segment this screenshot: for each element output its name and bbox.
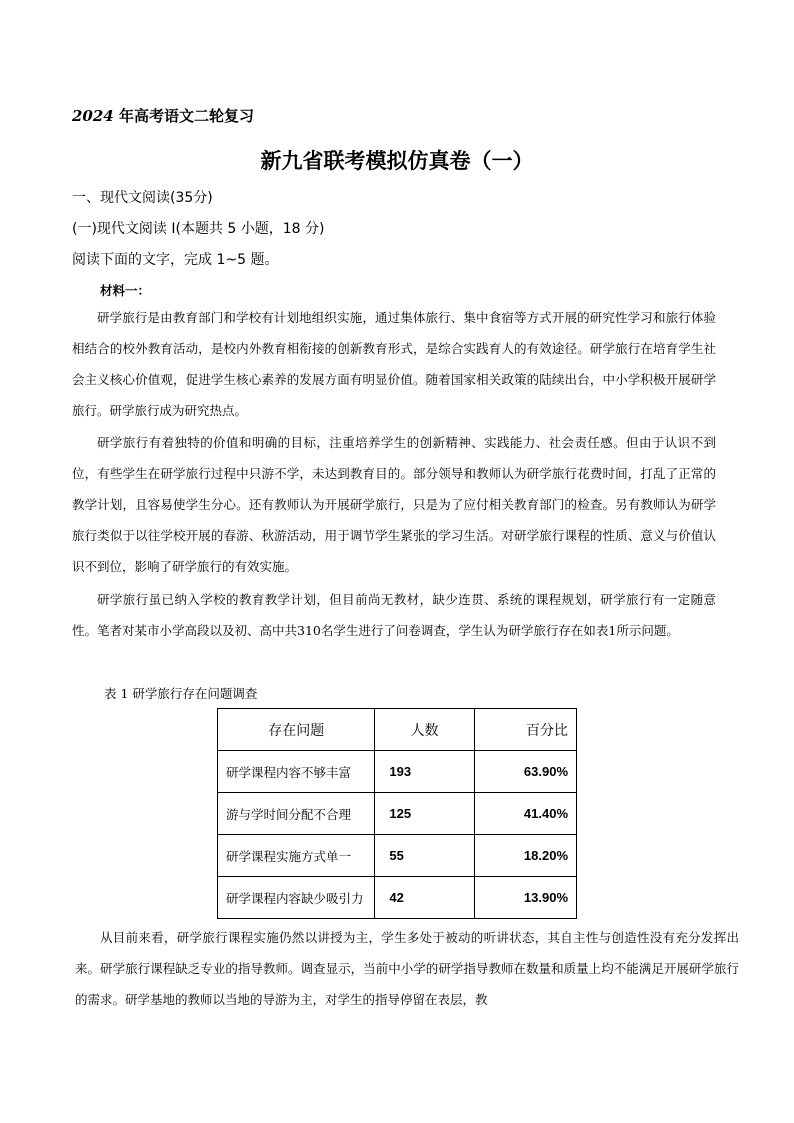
count-cell: 193: [375, 751, 474, 793]
series-tag: [72, 105, 254, 126]
count-cell: 55: [375, 835, 474, 877]
table-row: [218, 877, 577, 919]
header-cell-problem: 存在问题: [218, 709, 375, 751]
section-heading: 一、现代文阅读(35分): [72, 190, 213, 206]
problem-cell: 研学课程实施方式单一: [218, 835, 375, 877]
paragraph-2: 研学旅行有着独特的价值和明确的目标，注重培养学生的创新精神、实践能力、社会责任感。但由于认识不到位，有些学生在研学旅行过程中只游不学，未达到教育目的。部分领导和教师认为研学旅行花费时间，打乱了正常的教学计划，且容易使学生分心。还有教师认为开展研学旅行，只是为了应付相关教育部门的检查。另有教师认为研学旅行类似于以往学校开展的春游、秋游活动，用于调节学生紧张的学习生活。对研学旅行课程的性质、意义与价值认识不到位，影响了研学旅行的有效实施。: [72, 435, 716, 574]
series-year: 2024: [72, 107, 114, 125]
subsection-heading: (一)现代文阅读 I(本题共 5 小题，18 分): [72, 221, 325, 237]
table-row: [218, 793, 577, 835]
series-text: 年高考语文二轮复习: [118, 107, 254, 125]
count-cell: 125: [375, 793, 474, 835]
paragraph-1: 研学旅行是由教育部门和学校有计划地组织实施，通过集体旅行、集中食宿等方式开展的研究性学习和旅行体验相结合的校外教育活动，是校内外教育相衔接的创新教育形式，是综合实践育人的有效途径。研学旅行在培育学生社会主义核心价值观，促进学生核心素养的发展方面有明显价值。随着国家相关政策的陆续出台，中小学积极开展研学旅行。研学旅行成为研究热点。: [72, 310, 716, 418]
table-row: [218, 835, 577, 877]
table-row: [218, 751, 577, 793]
survey-table: [217, 708, 577, 919]
table-header-row: [218, 709, 577, 751]
percent-cell: 13.90%: [474, 877, 576, 919]
percent-cell: 41.40%: [474, 793, 576, 835]
header-cell-percent: 百分比: [474, 709, 576, 751]
percent-cell: 18.20%: [474, 835, 576, 877]
problem-cell: 研学课程内容缺少吸引力: [218, 877, 375, 919]
paragraph-4: 从目前来看，研学旅行课程实施仍然以讲授为主，学生多处于被动的听讲状态，其自主性与创造性没有充分发挥出来。研学旅行课程缺乏专业的指导教师。调查显示，当前中小学的研学指导教师在数量和质量上均不能满足开展研学旅行的需求。研学基地的教师以当地的导游为主，对学生的指导停留在表层，教: [75, 930, 739, 1007]
header-cell-count: 人数: [375, 709, 474, 751]
count-cell: 42: [375, 877, 474, 919]
percent-cell: 63.90%: [474, 751, 576, 793]
paragraph-3: 研学旅行虽已纳入学校的教育教学计划，但目前尚无教材，缺少连贯、系统的课程规划，研学旅行有一定随意性。笔者对某市小学高段以及初、高中共310名学生进行了问卷调查，学生认为研学旅行存在如表1所示问题。: [72, 592, 716, 638]
instruction: 阅读下面的文字，完成 1~5 题。: [72, 252, 279, 268]
problem-cell: 游与学时间分配不合理: [218, 793, 375, 835]
table-caption: 表 1 研学旅行存在问题调查: [104, 686, 258, 701]
page-title: 新九省联考模拟仿真卷（一）: [260, 149, 534, 173]
problem-cell: 研学课程内容不够丰富: [218, 751, 375, 793]
material-label: 材料一：: [100, 283, 151, 298]
